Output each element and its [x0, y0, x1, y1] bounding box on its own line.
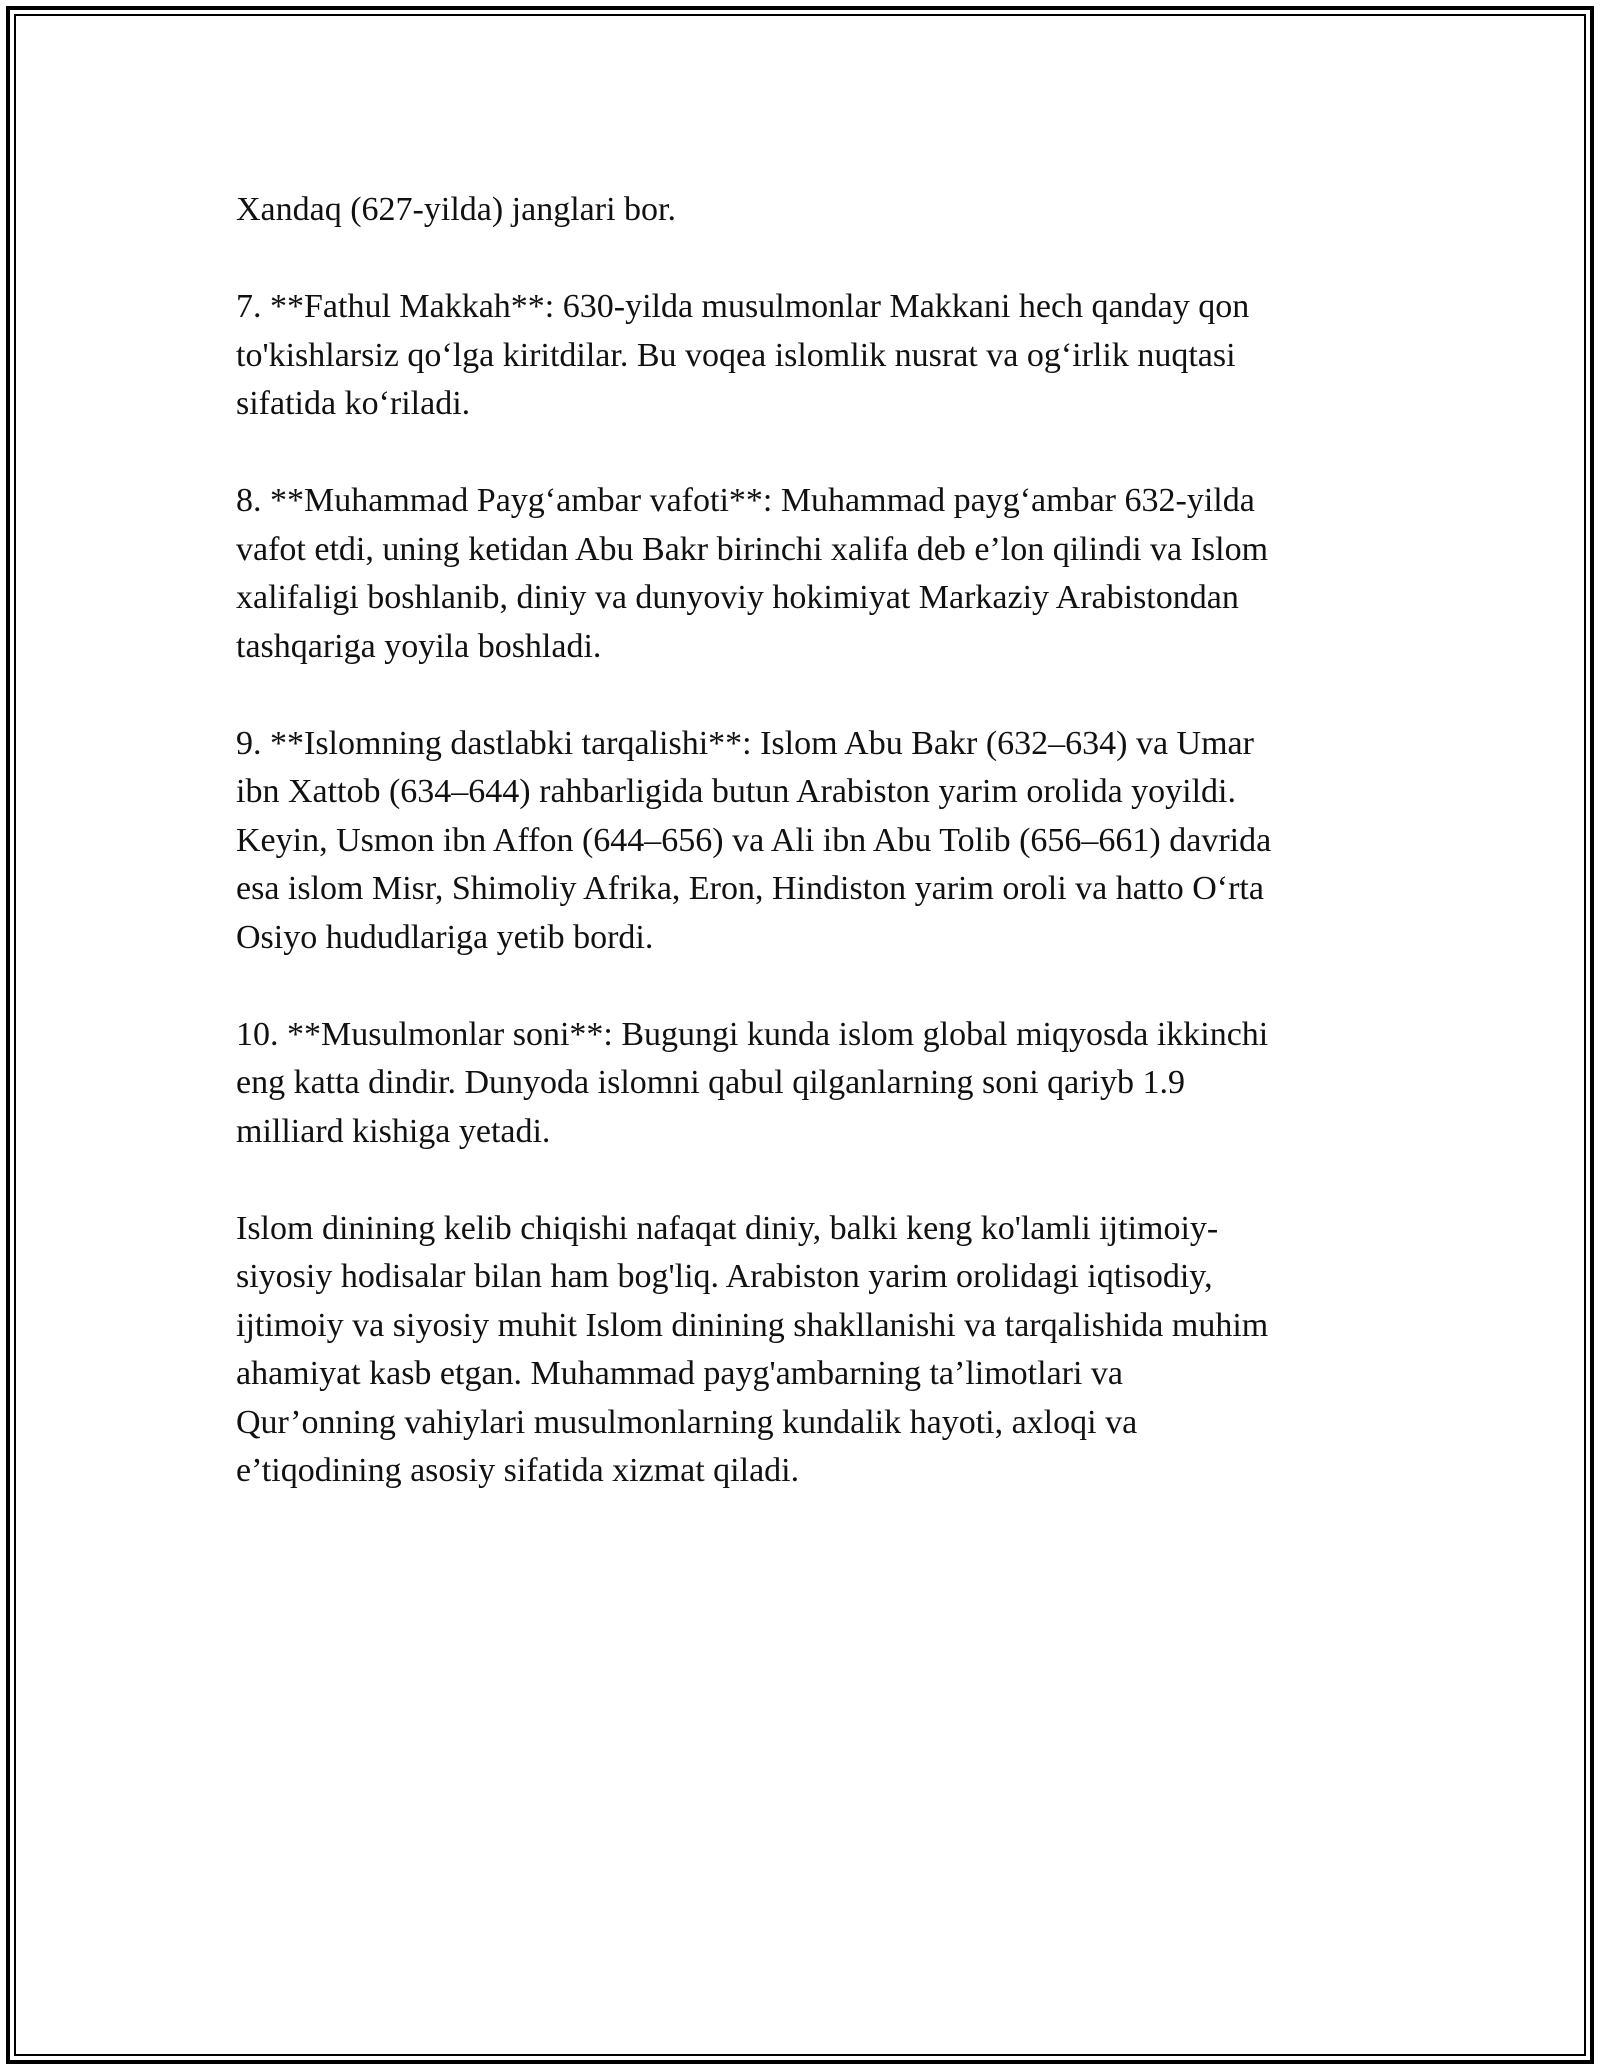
paragraph-early-spread: 9. **Islomning dastlabki tarqalishi**: Islom Abu Bakr (632–634) va Umar ibn Xattob (634–644) rahbarligida butun Arabiston yarim orolida yoyildi. Keyin, Usmon ibn Affon (644–656) va Ali ibn Abu Tolib (656–661) davrida esa islom Misr, Shimoliy Afrika, Eron, Hindiston yarim oroli va hatto O‘rta Osiyo hududlariga yetib bordi.: [236, 724, 1272, 956]
paragraph-conclusion: Islom dinining kelib chiqishi nafaqat diniy, balki keng ko'lamli ijtimoiy- siyosiy hodisalar bilan ham bog'liq. Arabiston yarim orolidagi iqtisodiy, ijtimoiy va siyosiy muhit Islom dinining shakllanishi va tarqalishida muhim ahamiyat kasb etgan. Muhammad payg'ambarning ta’limotlari va Qur’onning vahiylari musulmonlarning kundalik hayoti, axloqi va e’tiqodining asosiy sifatida xizmat qiladi.: [236, 1209, 1269, 1489]
paragraph-prophet-death: 8. **Muhammad Payg‘ambar vafoti**: Muhammad payg‘ambar 632-yilda vafot etdi, uning ketidan Abu Bakr birinchi xalifa deb e’lon qilindi va Islom xalifaligi boshlanib, diniy va dunyoviy hokimiyat Markaziy Arabistondan tashqariga yoyila boshladi.: [236, 482, 1269, 665]
paragraph-fathul-makkah: 7. **Fathul Makkah**: 630-yilda musulmonlar Makkani hech qanday qon to'kishlarsiz qo‘lga kiritdilar. Bu voqea islomlik nusrat va og‘irlik nuqtasi sifatida ko‘riladi.: [236, 288, 1250, 422]
paragraph-muslim-population: 10. **Musulmonlar soni**: Bugungi kunda islom global miqyosda ikkinchi eng katta dindir. Dunyoda islomni qabul qilganlarning soni qariyb 1.9 milliard kishiga yetadi.: [236, 1015, 1269, 1150]
document-body: [236, 186, 1376, 1544]
paragraph-xandaq: Xandaq (627-yilda) janglari bor.: [236, 191, 676, 228]
